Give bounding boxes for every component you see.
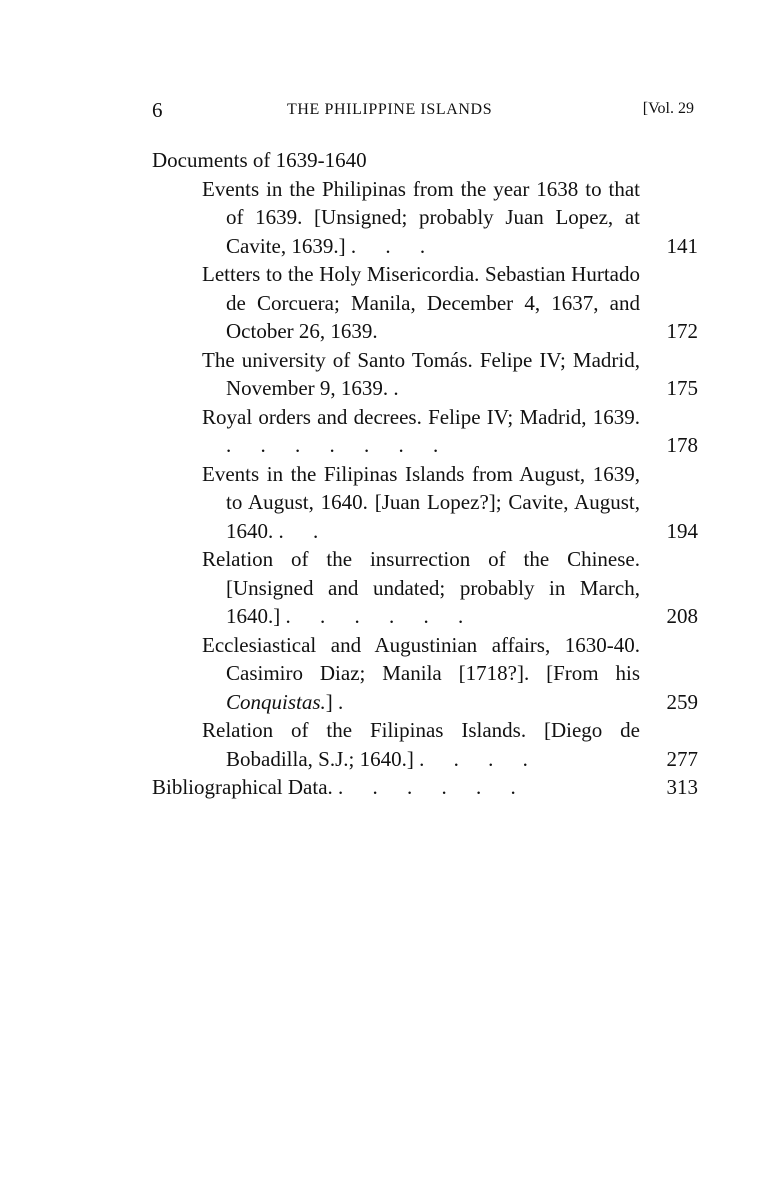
- entry-text: Letters to the Holy Misericordia. Sebastian Hurtado de Corcuera; Manila, December 4, 1637, and October 26, 1639.: [202, 262, 640, 343]
- page-number: 6: [152, 98, 163, 122]
- entry-italic-title: Conquistas.: [226, 689, 326, 714]
- entry-text: Ecclesiastical and Augustinian affairs, 1630-40. Casimiro Diaz; Manila [1718?]. [From his: [202, 632, 640, 685]
- toc-entry: [202, 346, 698, 403]
- leader-dots: . . .: [350, 233, 438, 258]
- running-header: [152, 98, 700, 128]
- entry-page-number: 178: [666, 433, 698, 457]
- entry-text: Bibliographical Data.: [152, 775, 333, 799]
- entry-page-number: 172: [666, 319, 698, 343]
- entry-page-number: 175: [666, 376, 698, 400]
- entry-page-number: 259: [666, 689, 698, 714]
- toc-entry: [202, 460, 698, 546]
- table-of-contents: [152, 146, 698, 802]
- leader-dots: . .: [278, 518, 331, 543]
- entry-page-number: 141: [666, 233, 698, 258]
- entry-text-closing: ]: [325, 689, 333, 714]
- entry-text: Relation of the Filipinas Islands. [Diego de Bobadilla, S.J.; 1640.]: [202, 718, 640, 771]
- leader-dots: . . . . . .: [285, 604, 476, 628]
- toc-entry: [202, 631, 698, 717]
- toc-entry: [202, 545, 698, 631]
- toc-entry: [202, 403, 698, 460]
- entry-text: Events in the Philipinas from the year 1638 to that of 1639. [Unsigned; probably Juan Lopez, at Cavite, 1639.]: [202, 176, 640, 258]
- entry-page-number: 277: [666, 746, 698, 771]
- leader-dots: . . . . . . .: [226, 433, 451, 457]
- entry-text: Relation of the insurrection of the Chinese. [Unsigned and undated; probably in March, 1640.]: [202, 547, 640, 628]
- entry-page-number: 194: [666, 518, 698, 543]
- entry-text: Events in the Filipinas Islands from August, 1639, to August, 1640. [Juan Lopez?]; Cavite, August, 1640.: [202, 461, 640, 543]
- running-title: THE PHILIPPINE ISLANDS: [287, 101, 493, 118]
- leader-dots: .: [393, 376, 411, 400]
- leader-dots: .: [338, 689, 356, 714]
- volume-label: [Vol. 29: [642, 100, 694, 117]
- toc-entry: [202, 716, 698, 773]
- entry-page-number: 313: [666, 775, 698, 799]
- leader-dots: . . . . . .: [338, 775, 528, 799]
- toc-entry-bibliography: [152, 773, 698, 802]
- entry-text: The university of Santo Tomás. Felipe IV; Madrid, November 9, 1639.: [202, 347, 640, 400]
- leader-dots: . . . .: [419, 746, 540, 771]
- toc-entry: [202, 260, 698, 346]
- entry-text: Royal orders and decrees. Felipe IV; Madrid, 1639.: [202, 404, 640, 429]
- entry-page-number: 208: [666, 604, 698, 628]
- section-heading: Documents of 1639-1640: [152, 148, 367, 172]
- toc-entry: [202, 175, 698, 261]
